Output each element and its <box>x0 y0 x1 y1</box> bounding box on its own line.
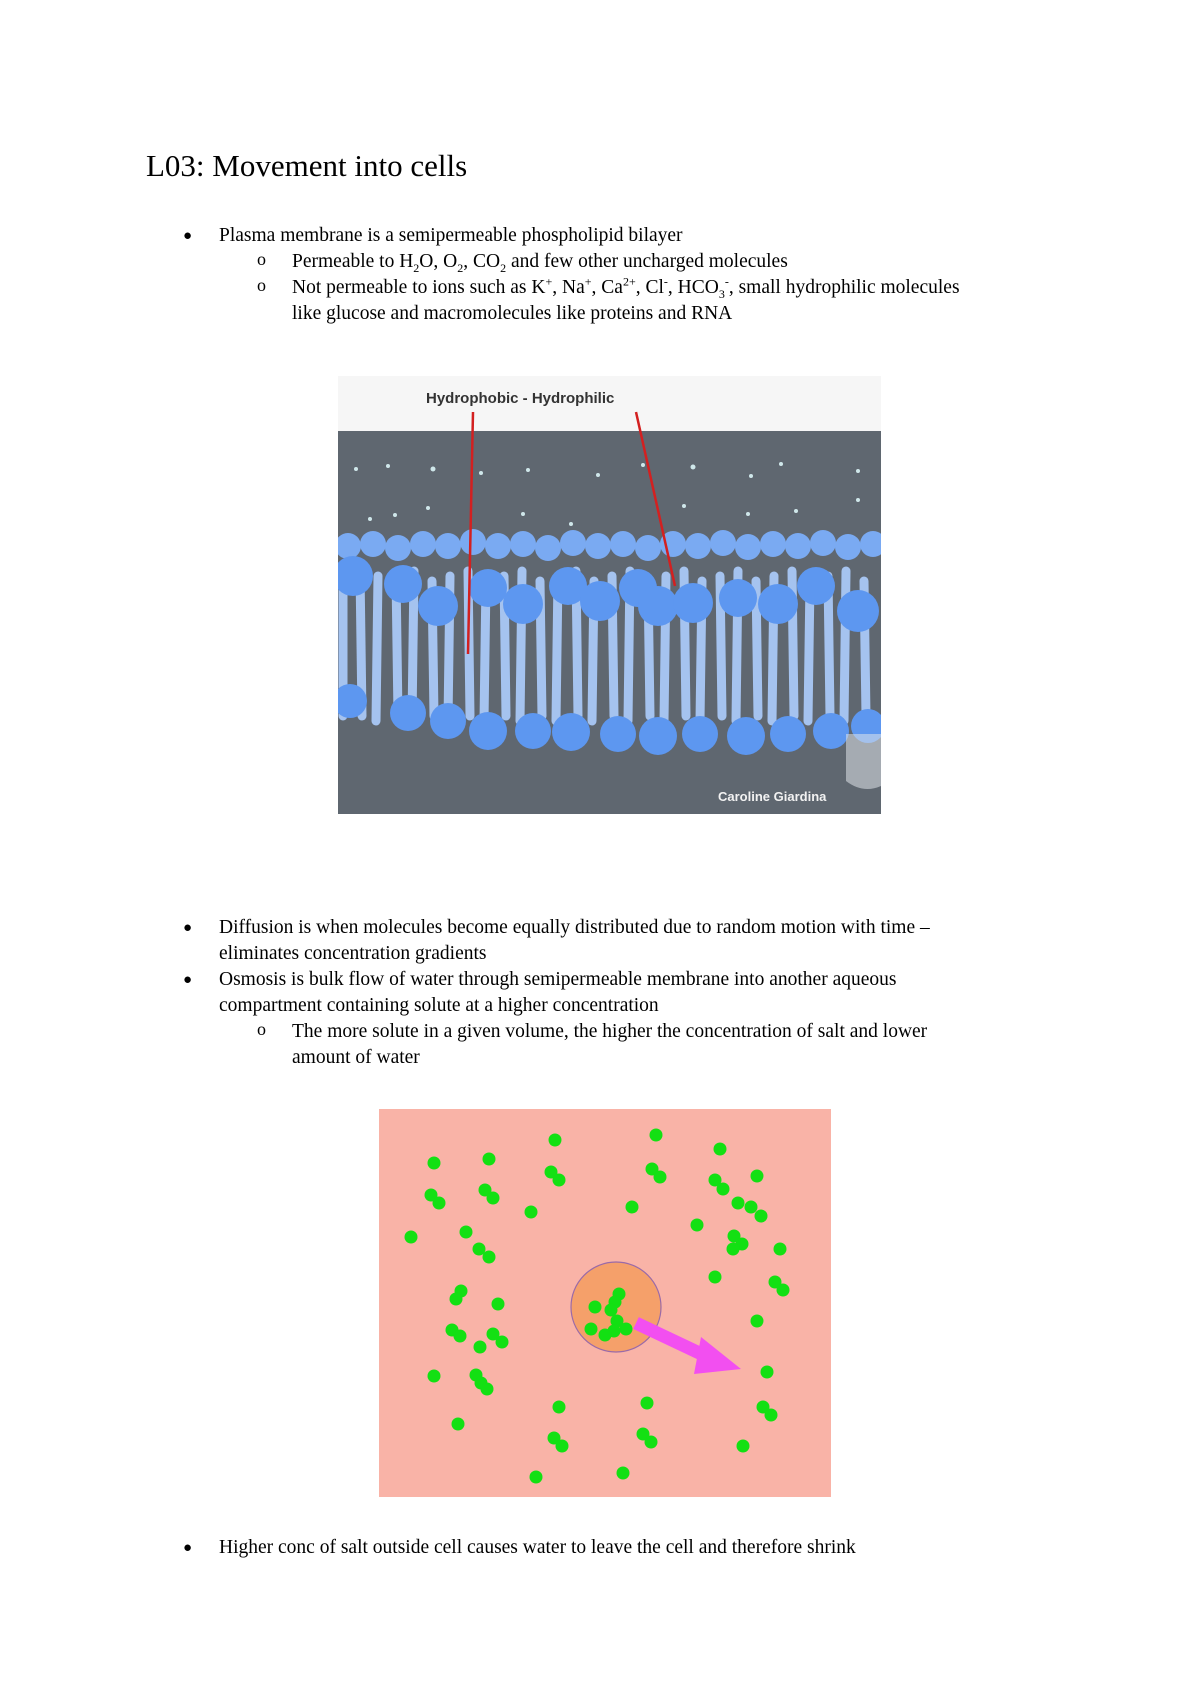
sub-list-item: Permeable to $H_2O$, $O_2$, $CO_2$ and few other uncharged molecules <box>292 251 788 275</box>
list-item: Plasma membrane is a semipermeable phospholipid bilayer <box>219 225 683 246</box>
phospholipid-bilayer-image <box>338 376 881 814</box>
logo-shield-icon <box>846 734 881 789</box>
sub-list-item: Not permeable to ions such as K+, Na+, $Ca^{2+}$, Cl-, $HCO_3^-$, small hydrophilic molecules <box>292 274 960 301</box>
osmosis-diagram <box>379 1109 831 1497</box>
sub-bullet-icon: o <box>257 275 266 295</box>
sub-list-item-continuation: like glucose and macromolecules like proteins and RNA <box>292 303 733 324</box>
page-title: L03: Movement into cells <box>146 148 468 183</box>
sub-list-item-continuation: amount of water <box>292 1047 420 1068</box>
list-item-continuation: compartment containing solute at a higher concentration <box>219 995 659 1016</box>
bullet-icon: ● <box>183 1540 193 1556</box>
bullet-icon: ● <box>183 972 193 988</box>
list-item: Higher conc of salt outside cell causes water to leave the cell and therefore shrink <box>219 1537 856 1558</box>
list-item-continuation: eliminates concentration gradients <box>219 943 487 964</box>
list-item: Diffusion is when molecules become equally distributed due to random motion with time – <box>219 917 930 938</box>
list-item: Osmosis is bulk flow of water through semipermeable membrane into another aqueous <box>219 969 897 990</box>
sub-bullet-icon: o <box>257 249 266 269</box>
bullet-icon: ● <box>183 228 193 244</box>
hydrophobic-hydrophilic-label: Hydrophobic - Hydrophilic <box>426 390 615 407</box>
sub-list-item: The more solute in a given volume, the higher the concentration of salt and lower <box>292 1021 928 1042</box>
image-credit: Caroline Giardina <box>718 789 827 804</box>
bullet-icon: ● <box>183 920 193 936</box>
sub-bullet-icon: o <box>257 1019 266 1039</box>
